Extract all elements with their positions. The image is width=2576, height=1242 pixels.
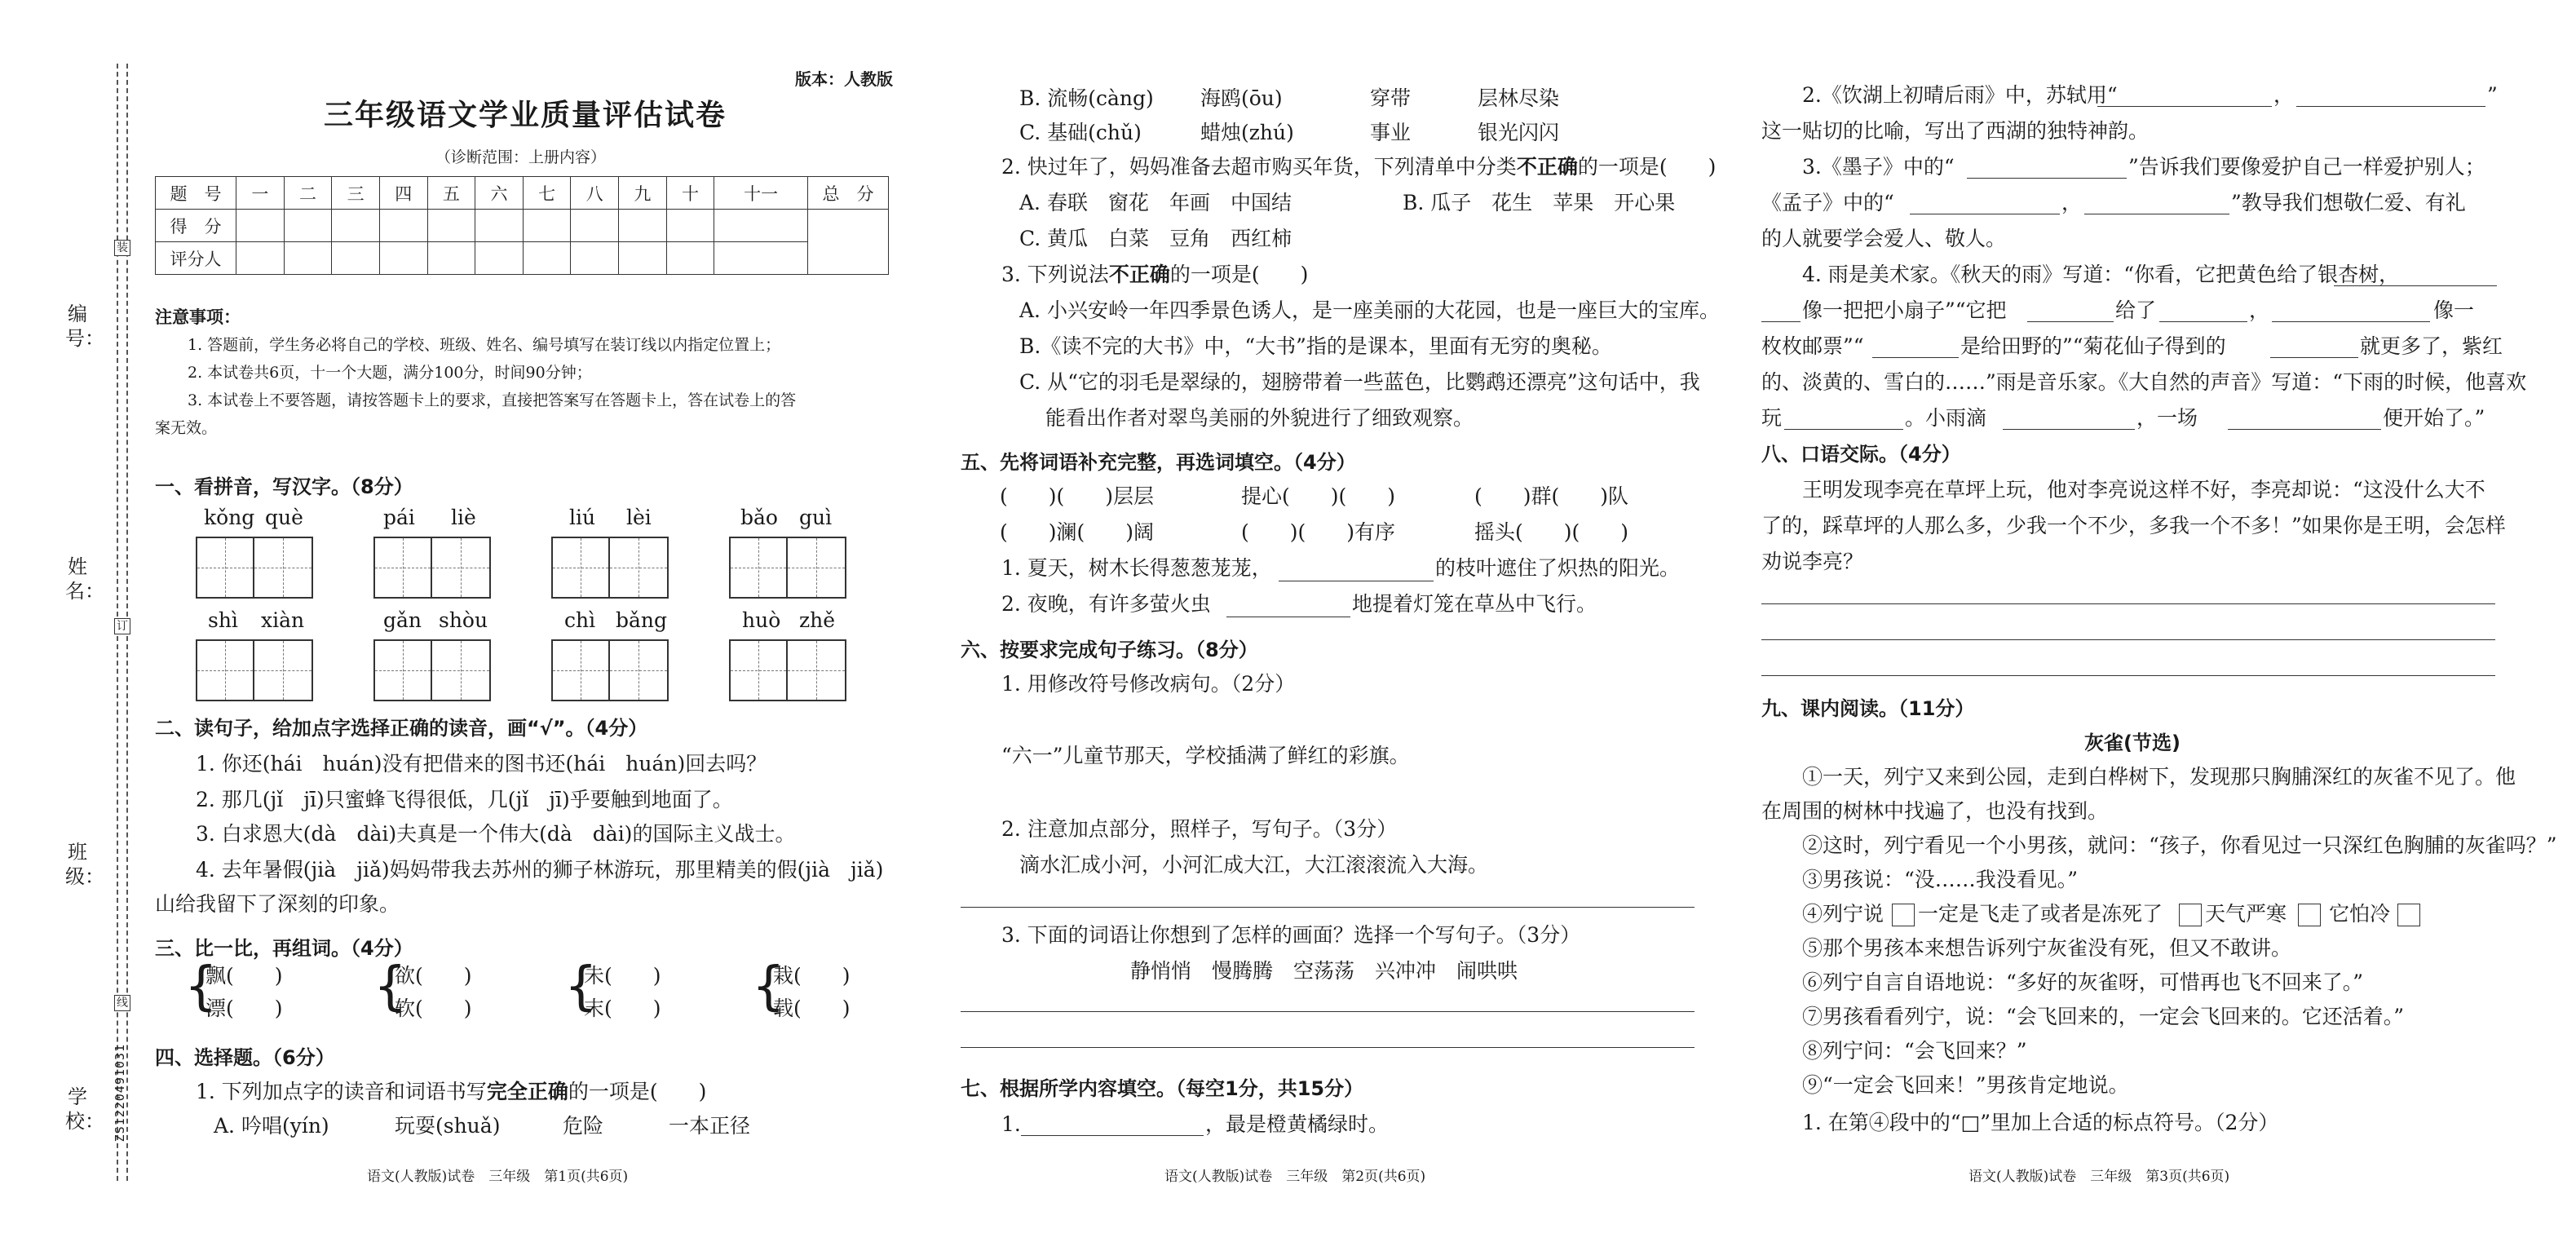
reading-paragraph: ⑧列宁问：“会飞回来？” bbox=[1802, 1039, 2027, 1063]
compare-word: 漂( ) bbox=[205, 997, 283, 1020]
compare-word: 栽( ) bbox=[773, 964, 851, 988]
score-cell[interactable] bbox=[379, 210, 427, 242]
poem-line: ， bbox=[2061, 191, 2083, 214]
sentence-task-1: 1. 用修改符号修改病句。（2分） bbox=[1001, 672, 1296, 696]
grid-cell[interactable] bbox=[610, 641, 667, 700]
idiom-blank: ( )澜( )阔 bbox=[1000, 520, 1155, 544]
binding-tab-zhuang: 装 bbox=[114, 240, 130, 256]
score-header-cell: 七 bbox=[523, 177, 571, 210]
fill-line-2b: 地提着灯笼在草丛中飞行。 bbox=[1352, 592, 1597, 616]
compare-word: 末( ) bbox=[584, 997, 661, 1020]
reading-paragraph: ③男孩说：“没……我没看见。” bbox=[1802, 868, 2079, 891]
sentence-task-2: 2. 注意加点部分，照样子，写句子。（3分） bbox=[1001, 817, 1398, 841]
page-footer: 语文(人教版)试卷 三年级 第1页(共6页) bbox=[367, 1169, 629, 1185]
score-cell[interactable] bbox=[475, 210, 524, 242]
fill-poem-1b: ，最是橙黄橘绿时。 bbox=[1205, 1112, 1390, 1136]
option-c-word: 银光闪闪 bbox=[1478, 121, 1560, 144]
pinyin-label: huò bbox=[742, 608, 781, 632]
score-header-cell: 六 bbox=[475, 177, 524, 210]
section-9-heading: 九、课内阅读。（11分） bbox=[1761, 697, 1975, 720]
poem-line: 。小雨滴 bbox=[1905, 406, 1987, 430]
pinyin-label: kǒng bbox=[204, 506, 255, 529]
option-c-word: 事业 bbox=[1370, 121, 1412, 144]
answer-line[interactable] bbox=[961, 1011, 1695, 1012]
poem-line: 《孟子》中的“ bbox=[1761, 191, 1894, 214]
pinyin-label: pái bbox=[383, 506, 415, 529]
grid-cell[interactable] bbox=[731, 641, 788, 700]
q-text: 的一项是( ) bbox=[568, 1080, 707, 1103]
q2-option-c: C. 黄瓜 白菜 豆角 西红柿 bbox=[1019, 227, 1292, 250]
score-cell[interactable] bbox=[714, 242, 808, 275]
score-cell[interactable] bbox=[284, 210, 332, 242]
score-cell[interactable] bbox=[619, 210, 667, 242]
compare-word: 载( ) bbox=[773, 997, 851, 1020]
word-choices: 静悄悄 慢腾腾 空荡荡 兴冲冲 闹哄哄 bbox=[1130, 959, 1518, 983]
punctuation-box[interactable] bbox=[1892, 904, 1915, 926]
option-b-word: 层林尽染 bbox=[1478, 86, 1560, 110]
grid-cell[interactable] bbox=[788, 641, 845, 700]
grid-cell[interactable] bbox=[375, 641, 432, 700]
binding-label-bianhao: 编号： bbox=[65, 303, 104, 350]
compare-word: 软( ) bbox=[395, 997, 472, 1020]
answer-line[interactable] bbox=[961, 1047, 1695, 1048]
pinyin-label: zhě bbox=[799, 608, 836, 632]
score-cell[interactable] bbox=[427, 242, 475, 275]
binding-tab-xian: 线 bbox=[114, 995, 130, 1011]
q-bold: 不正确 bbox=[1108, 263, 1170, 286]
answer-blank[interactable] bbox=[1784, 429, 1903, 430]
grid-cell[interactable] bbox=[610, 538, 667, 597]
section-2-line: 3. 白求恩大(dà dài)夫真是一个伟大(dà dài)的国际主义战士。 bbox=[196, 822, 796, 846]
score-cell[interactable] bbox=[332, 210, 380, 242]
reading-paragraph: ⑦男孩看看列宁，说：“会飞回来的，一定会飞回来的。它还活着。” bbox=[1802, 1005, 2405, 1028]
punctuation-box[interactable] bbox=[2179, 904, 2202, 926]
section-2-line: 4. 去年暑假(jià jiǎ)妈妈带我去苏州的狮子林游玩，那里精美的假(jià jiǎ) bbox=[196, 858, 884, 882]
sentence-task-2-text: 滴水汇成小河，小河汇成大江，大江滚滚流入大海。 bbox=[1019, 853, 1489, 877]
section-2-line: 1. 你还(hái huán)没有把借来的图书还(hái huán)回去吗？ bbox=[196, 752, 767, 776]
answer-blank[interactable] bbox=[2159, 321, 2247, 322]
poem-line: 是给田野的”“菊花仙子得到的 bbox=[1960, 334, 2226, 358]
pinyin-label: xiàn bbox=[261, 608, 305, 632]
score-cell[interactable] bbox=[427, 210, 475, 242]
reading-paragraph: 在周围的树林中找遍了，也没有找到。 bbox=[1761, 799, 2109, 823]
poem-line: 4. 雨是美术家。《秋天的雨》写道：“你看，它把黄色给了银杏树， bbox=[1802, 263, 2400, 286]
poem-line: 枚枚邮票”“ bbox=[1761, 334, 1864, 358]
binding-serial-code: ZS1220491031 bbox=[113, 1044, 127, 1143]
option-b-word: B. 流畅(càng) bbox=[1019, 86, 1154, 110]
reading-paragraph: ④列宁说 bbox=[1802, 902, 1885, 926]
section-1-heading: 一、看拼音，写汉字。（8分） bbox=[155, 475, 413, 498]
writing-grid[interactable] bbox=[373, 537, 491, 599]
choice-question-1 bbox=[196, 1078, 706, 1106]
score-cell[interactable] bbox=[666, 242, 714, 275]
choice-question-2 bbox=[1001, 153, 1716, 181]
fill-line-1b: 的枝叶遮住了炽热的阳光。 bbox=[1435, 556, 1681, 580]
score-cell[interactable] bbox=[236, 242, 285, 275]
poem-line: 给了 bbox=[2115, 298, 2157, 322]
brace-icon: { bbox=[373, 957, 407, 1017]
reading-paragraph: 天气严寒 bbox=[2205, 902, 2287, 926]
idiom-blank: 摇头( )( ) bbox=[1474, 520, 1629, 544]
section-6-heading: 六、按要求完成句子练习。（8分） bbox=[961, 639, 1258, 661]
binding-tab-ding: 订 bbox=[114, 618, 130, 634]
note-line: 3. 本试卷上不要答题，请按答题卡上的要求，直接把答案写在答题卡上，答在试卷上的答 bbox=[188, 391, 797, 409]
idiom-blank: ( )群( )队 bbox=[1474, 484, 1629, 508]
compare-word: 飘( ) bbox=[205, 964, 283, 988]
answer-blank[interactable] bbox=[2003, 429, 2135, 430]
score-cell[interactable] bbox=[571, 210, 619, 242]
answer-blank[interactable] bbox=[2097, 106, 2272, 107]
poem-line: 便开始了。” bbox=[2383, 406, 2485, 430]
answer-line[interactable] bbox=[1761, 639, 2495, 640]
answer-blank[interactable] bbox=[2296, 106, 2485, 107]
pinyin-label: gǎn bbox=[383, 608, 422, 632]
section-3-heading: 三、比一比，再组词。（4分） bbox=[155, 937, 413, 960]
notes-title: 注意事项： bbox=[155, 307, 241, 327]
writing-grid[interactable] bbox=[729, 537, 846, 599]
pinyin-label: guì bbox=[799, 506, 833, 529]
score-header-cell: 五 bbox=[427, 177, 475, 210]
section-4-heading: 四、选择题。（6分） bbox=[155, 1046, 335, 1069]
compare-word: 未( ) bbox=[584, 964, 661, 988]
score-cell[interactable] bbox=[619, 242, 667, 275]
binding-label-xingming: 姓名： bbox=[65, 555, 104, 603]
poem-line: 像一把把小扇子”“它把 bbox=[1802, 298, 2007, 322]
poem-line: 的人就要学会爱人、敬人。 bbox=[1761, 227, 2007, 250]
answer-line[interactable] bbox=[961, 907, 1695, 908]
pinyin-label: liè bbox=[451, 506, 476, 529]
score-header-cell: 九 bbox=[619, 177, 667, 210]
reading-paragraph: 它怕冷 bbox=[2329, 902, 2391, 926]
idiom-blank: ( )( )有序 bbox=[1241, 520, 1396, 544]
pinyin-label: bǎo bbox=[740, 506, 778, 529]
oral-text: 劝说李亮？ bbox=[1761, 550, 1864, 573]
option-c-word: C. 基础(chǔ) bbox=[1019, 121, 1142, 144]
brace-icon: { bbox=[752, 957, 785, 1017]
score-header-cell: 总 分 bbox=[808, 177, 889, 210]
poem-line: 像一 bbox=[2433, 298, 2475, 322]
grid-cell[interactable] bbox=[432, 538, 489, 597]
q-text: 2. 快过年了，妈妈准备去超市购买年货，下列清单中分类 bbox=[1001, 155, 1517, 179]
pinyin-label: lèi bbox=[626, 506, 652, 529]
score-cell[interactable] bbox=[523, 242, 571, 275]
grid-cell[interactable] bbox=[254, 538, 312, 597]
q-text: 的一项是( ) bbox=[1169, 263, 1309, 286]
score-cell[interactable] bbox=[475, 242, 524, 275]
grid-cell[interactable] bbox=[197, 641, 254, 700]
section-7-heading: 七、根据所学内容填空。（每空1分，共15分） bbox=[961, 1077, 1364, 1100]
score-header-cell: 一 bbox=[236, 177, 285, 210]
poem-line: 3.《墨子》中的“ bbox=[1802, 155, 1955, 179]
answer-line[interactable] bbox=[1761, 603, 2495, 604]
brace-icon: { bbox=[184, 957, 218, 1017]
binding-label-xuexiao: 学校： bbox=[65, 1085, 104, 1133]
sentence-task-1-text: “六一”儿童节那天，学校插满了鲜红的彩旗。 bbox=[1001, 744, 1410, 767]
writing-grid[interactable] bbox=[551, 639, 669, 701]
poem-line: ” bbox=[2487, 83, 2498, 107]
score-header-row bbox=[156, 177, 889, 210]
score-row-defen bbox=[156, 210, 889, 242]
pinyin-label: bǎng bbox=[616, 608, 668, 632]
poem-line: ”告诉我们要像爱护自己一样爱护别人； bbox=[2128, 155, 2485, 179]
reading-paragraph: ⑥列宁自言自语地说：“多好的灰雀呀，可惜再也飞不回来了。” bbox=[1802, 970, 2364, 994]
idiom-blank: ( )( )层层 bbox=[1000, 484, 1155, 508]
answer-blank[interactable] bbox=[1967, 178, 2127, 179]
section-8-heading: 八、口语交际。（4分） bbox=[1761, 443, 1961, 466]
reading-question-1: 1. 在第④段中的“□”里加上合适的标点符号。（2分） bbox=[1802, 1111, 2279, 1134]
score-table bbox=[155, 176, 889, 275]
option-b-word: 穿带 bbox=[1370, 86, 1412, 110]
reading-paragraph: ⑨“一定会飞回来！”男孩肯定地说。 bbox=[1802, 1073, 2129, 1097]
reading-paragraph: ②这时，列宁看见一个小男孩，就问：“孩子，你看见过一只深红色胸脯的灰雀吗？” bbox=[1802, 833, 2557, 857]
answer-blank[interactable] bbox=[1872, 357, 1959, 358]
score-header-cell: 十 bbox=[666, 177, 714, 210]
score-cell[interactable] bbox=[379, 242, 427, 275]
fill-line-1a: 1. 夏天，树木长得葱葱茏茏， bbox=[1001, 556, 1272, 580]
poem-line: ，一场 bbox=[2136, 406, 2198, 430]
punctuation-box[interactable] bbox=[2298, 904, 2321, 926]
poem-line: ， bbox=[2273, 83, 2295, 107]
note-line: 案无效。 bbox=[155, 419, 218, 437]
answer-blank[interactable] bbox=[2228, 429, 2381, 430]
q-text: 1. 下列加点字的读音和词语书写 bbox=[196, 1080, 487, 1103]
score-cell[interactable] bbox=[523, 210, 571, 242]
q3-option-line: C. 从“它的羽毛是翠绿的，翅膀带着一些蓝色，比鹦鹉还漂亮”这句话中，我 bbox=[1019, 370, 1700, 394]
writing-grid[interactable] bbox=[729, 639, 846, 701]
fill-poem-1a: 1. bbox=[1001, 1112, 1021, 1136]
writing-grid[interactable] bbox=[196, 537, 313, 599]
score-header-cell: 十一 bbox=[714, 177, 808, 210]
q-text: 3. 下列说法 bbox=[1001, 263, 1109, 286]
grid-cell[interactable] bbox=[254, 641, 312, 700]
page-footer: 语文(人教版)试卷 三年级 第3页(共6页) bbox=[1968, 1169, 2230, 1185]
q-text: 的一项是( ) bbox=[1577, 155, 1717, 179]
score-header-cell: 八 bbox=[571, 177, 619, 210]
score-header-cell: 三 bbox=[332, 177, 380, 210]
grid-cell[interactable] bbox=[553, 538, 610, 597]
writing-grid[interactable] bbox=[373, 639, 491, 701]
edition-label: 版本：人教版 bbox=[795, 69, 893, 89]
option-c-word: 蜡烛(zhú) bbox=[1200, 121, 1294, 144]
q3-option-line: B.《读不完的大书》中，“大书”指的是课本，里面有无穷的奥秘。 bbox=[1019, 334, 1612, 358]
grid-cell[interactable] bbox=[375, 538, 432, 597]
score-cell[interactable] bbox=[571, 242, 619, 275]
reading-paragraph: ⑤那个男孩本来想告诉列宁灰雀没有死，但又不敢讲。 bbox=[1802, 936, 2292, 960]
punctuation-box[interactable] bbox=[2397, 904, 2420, 926]
pinyin-label: chì bbox=[564, 608, 596, 632]
option-a-word: 一本正径 bbox=[669, 1114, 751, 1138]
section-2-line: 2. 那几(jǐ jī)只蜜蜂飞得很低，几(jǐ jī)乎要触到地面了。 bbox=[196, 788, 733, 811]
answer-blank[interactable] bbox=[2334, 285, 2497, 286]
grid-cell[interactable] bbox=[432, 641, 489, 700]
score-row-label: 得 分 bbox=[156, 210, 236, 242]
pinyin-label: què bbox=[265, 506, 303, 529]
idiom-blank: 提心( )( ) bbox=[1241, 484, 1396, 508]
answer-blank[interactable] bbox=[1021, 1135, 1204, 1136]
q2-option-a: A. 春联 窗花 年画 中国结 bbox=[1019, 191, 1292, 214]
answer-blank[interactable] bbox=[2270, 357, 2358, 358]
note-line: 1. 答题前，学生务必将自己的学校、班级、姓名、编号填写在装订线以内指定位置上； bbox=[188, 336, 781, 354]
section-2-line: 山给我留下了深刻的印象。 bbox=[155, 892, 400, 916]
reading-paragraph: ①一天，列宁又来到公园，走到白桦树下，发现那只胸脯深红的灰雀不见了。他 bbox=[1802, 765, 2516, 789]
fill-line-2a: 2. 夜晚，有许多萤火虫 bbox=[1001, 592, 1211, 616]
answer-blank[interactable] bbox=[2027, 321, 2114, 322]
brace-icon: { bbox=[564, 957, 598, 1017]
score-header-cell: 四 bbox=[379, 177, 427, 210]
score-row-pingfenren bbox=[156, 242, 889, 275]
q-bold: 完全正确 bbox=[486, 1080, 568, 1103]
option-a-word: 危险 bbox=[563, 1114, 604, 1138]
score-cell[interactable] bbox=[666, 210, 714, 242]
score-cell[interactable] bbox=[714, 210, 808, 242]
q3-option-line: A. 小兴安岭一年四季景色诱人，是一座美丽的大花园，也是一座巨大的宝库。 bbox=[1019, 298, 1720, 322]
writing-grid[interactable] bbox=[551, 537, 669, 599]
answer-blank[interactable] bbox=[2272, 321, 2430, 322]
note-line: 2. 本试卷共6页，十一个大题，满分100分，时间90分钟； bbox=[188, 364, 592, 382]
poem-line: 玩 bbox=[1761, 406, 1783, 430]
section-5-heading: 五、先将词语补充完整，再选词填空。（4分） bbox=[961, 451, 1356, 474]
score-header-cell: 题 号 bbox=[156, 177, 236, 210]
choice-question-3 bbox=[1001, 261, 1308, 289]
oral-text: 王明发现李亮在草坪上玩，他对李亮说这样不好，李亮却说：“这没什么大不 bbox=[1802, 478, 2485, 502]
poem-line: 的、淡黄的、雪白的……”雨是音乐家。《大自然的声音》写道：“下雨的时候，他喜欢 bbox=[1761, 370, 2527, 394]
exam-title: 三年级语文学业质量评估试卷 bbox=[324, 99, 727, 132]
pinyin-label: liú bbox=[569, 506, 596, 529]
answer-line[interactable] bbox=[1761, 675, 2495, 676]
option-a-word: 玩耍(shuǎ) bbox=[395, 1114, 501, 1138]
poem-line: ”教导我们想敬仁爱、有礼 bbox=[2231, 191, 2466, 214]
pinyin-label: shòu bbox=[439, 608, 488, 632]
q3-option-line: 能看出作者对翠鸟美丽的外貌进行了细致观察。 bbox=[1045, 406, 1474, 430]
grid-cell[interactable] bbox=[197, 538, 254, 597]
writing-grid[interactable] bbox=[196, 639, 313, 701]
score-total-cell[interactable] bbox=[808, 210, 889, 275]
grid-cell[interactable] bbox=[788, 538, 845, 597]
option-b-word: 海鸥(ōu) bbox=[1200, 86, 1283, 110]
option-a-word: A. 吟唱(yín) bbox=[214, 1114, 329, 1138]
poem-line: 2.《饮湖上初晴后雨》中，苏轼用“ bbox=[1802, 83, 2118, 107]
poem-line: ， bbox=[2249, 298, 2270, 322]
score-cell[interactable] bbox=[332, 242, 380, 275]
pinyin-label: shì bbox=[208, 608, 238, 632]
exam-subtitle: （诊断范围：上册内容） bbox=[435, 148, 607, 166]
section-2-heading: 二、读句子，给加点字选择正确的读音，画“√”。（4分） bbox=[155, 717, 648, 740]
page-footer: 语文(人教版)试卷 三年级 第2页(共6页) bbox=[1164, 1169, 1426, 1185]
poem-line: 就更多了，紫红 bbox=[2360, 334, 2503, 358]
poem-line: 这一贴切的比喻，写出了西湖的独特神韵。 bbox=[1761, 119, 2150, 143]
oral-text: 了的，踩草坪的人那么多，少我一个不少，多我一个不多！”如果你是王明，会怎样 bbox=[1761, 514, 2506, 537]
grid-cell[interactable] bbox=[553, 641, 610, 700]
binding-label-banji: 班级： bbox=[65, 841, 104, 888]
score-cell[interactable] bbox=[284, 242, 332, 275]
reading-title: 灰雀(节选) bbox=[2084, 731, 2181, 754]
sentence-task-3: 3. 下面的词语让你想到了怎样的画面？选择一个写句子。（3分） bbox=[1001, 923, 1581, 947]
answer-blank[interactable] bbox=[1761, 321, 1801, 322]
score-row-label: 评分人 bbox=[156, 242, 236, 275]
grid-cell[interactable] bbox=[731, 538, 788, 597]
reading-paragraph: 一定是飞走了或者是冻死了 bbox=[1918, 902, 2163, 926]
score-header-cell: 二 bbox=[284, 177, 332, 210]
q-bold: 不正确 bbox=[1516, 155, 1578, 179]
compare-word: 欲( ) bbox=[395, 964, 472, 988]
score-cell[interactable] bbox=[236, 210, 285, 242]
q2-option-b: B. 瓜子 花生 苹果 开心果 bbox=[1403, 191, 1676, 214]
